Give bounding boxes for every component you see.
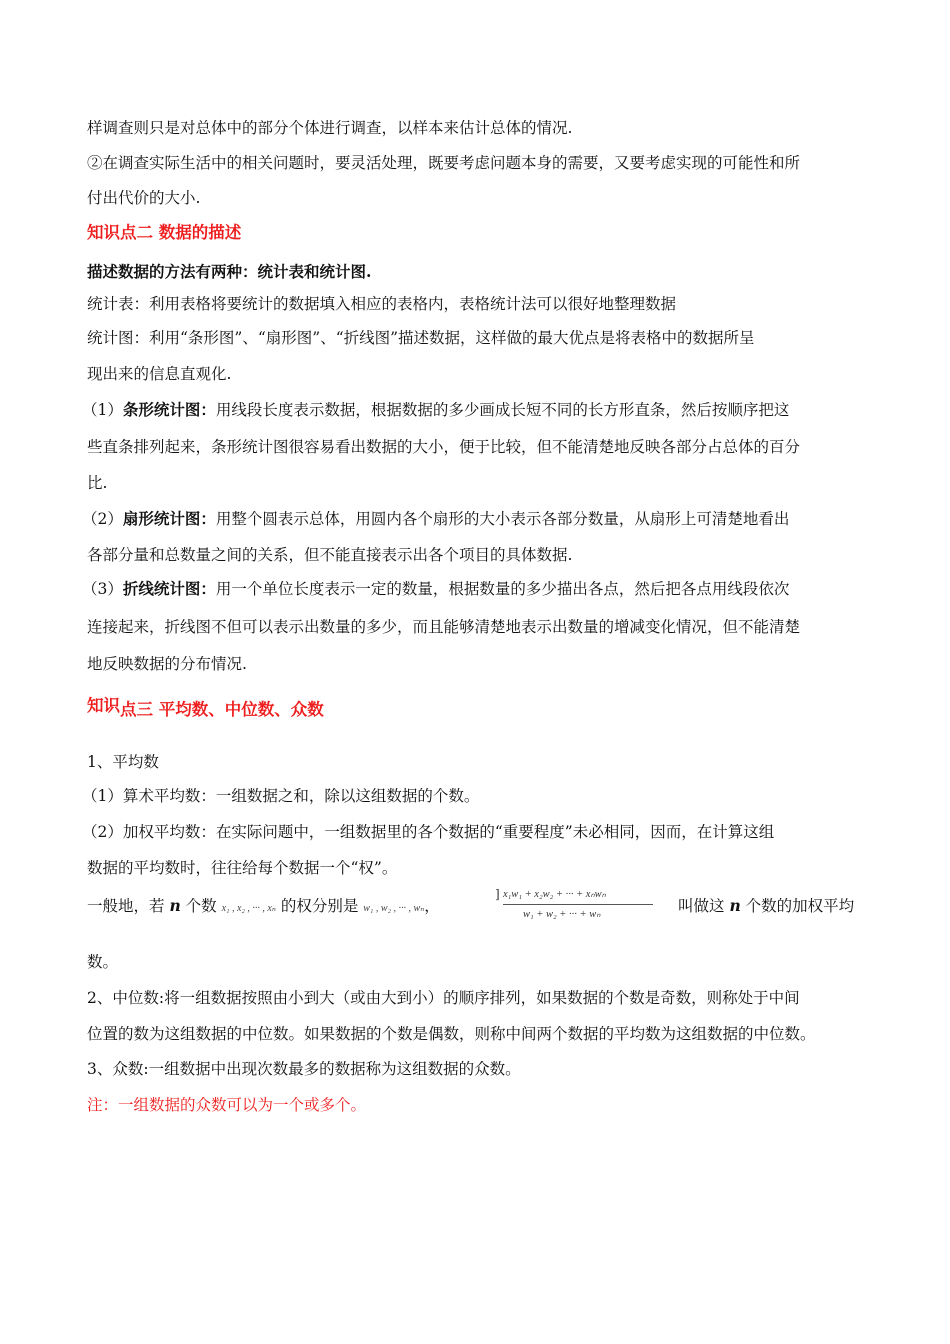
weights-w: w₁ , w₂ , ··· , wₙ — [363, 903, 425, 914]
weighted-mean-tail — [678, 896, 854, 916]
section-heading-3 — [87, 696, 866, 720]
item-prefix: （3） — [82, 580, 123, 598]
text: ， — [424, 897, 440, 915]
bold-statement: 描述数据的方法有两种：统计表和统计图. — [87, 262, 372, 281]
paragraph-line: 连接起来，折线图不但可以表示出数量的多少，而且能够清楚地表示出数量的增减变化情况，但不能清楚 — [87, 618, 801, 636]
weighted-mean-fraction — [495, 886, 670, 930]
bar-chart-definition — [82, 400, 866, 420]
paragraph-line: 些直条排列起来，条形统计图很容易看出数据的大小，便于比较，但不能清楚地反映各部分占总体的百分 — [87, 438, 801, 456]
paragraph-line: 统计图：利用“条形图”、“扇形图”、“折线图”描述数据，这样做的最大优点是将表格中的数据所呈 — [87, 329, 755, 347]
text: 一般地，若 — [87, 897, 170, 915]
variable-n: n — [169, 896, 181, 915]
line-chart-definition — [82, 579, 866, 599]
term-line-chart: 折线统计图： — [122, 579, 216, 598]
section-heading-2: 知识点二 数据的描述 — [87, 223, 242, 242]
item-prefix: （1） — [82, 401, 123, 419]
paragraph-line: 样调查则只是对总体中的部分个体进行调查，以样本来估计总体的情况. — [87, 119, 573, 137]
paragraph-line: 位置的数为这组数据的中位数。如果数据的个数是偶数，则称中间两个数据的平均数为这组数据的中位数。 — [87, 1025, 816, 1043]
fraction-denominator: w₁ + w₂ + ··· + wₙ — [523, 909, 601, 920]
text: 叫做这 — [678, 897, 730, 915]
arithmetic-mean: （1）算术平均数：一组数据之和，除以这组数据的个数。 — [82, 787, 480, 805]
values-x: x₁ , x₂ , ··· , xₙ — [221, 903, 276, 914]
weighted-mean: （2）加权平均数：在实际问题中，一组数据里的各个数据的“重要程度”未必相同，因而，在计算这组 — [82, 823, 775, 841]
pie-chart-definition — [82, 509, 866, 529]
subheading-mean: 1、平均数 — [87, 753, 159, 771]
fraction-bracket: ] — [495, 887, 500, 901]
term-text: 用线段长度表示数据，根据数据的多少画成长短不同的长方形直条，然后按顺序把这 — [215, 401, 790, 419]
note: 注：一组数据的众数可以为一个或多个。 — [87, 1096, 367, 1114]
term-text: 用整个圆表示总体，用圆内各个扇形的大小表示各部分数量，从扇形上可清楚地看出 — [215, 510, 790, 528]
item-prefix: （2） — [82, 510, 123, 528]
fraction-bar — [503, 904, 653, 905]
text: 个数的加权平均 — [740, 897, 855, 915]
paragraph-line: 数据的平均数时，往往给每个数据一个“权”。 — [87, 859, 398, 877]
paragraph-line: 数。 — [87, 953, 119, 971]
term-pie-chart: 扇形统计图： — [122, 509, 216, 528]
heading-part: 知识 — [87, 696, 120, 715]
mode-definition: 3、众数:一组数据中出现次数最多的数据称为这组数据的众数。 — [87, 1060, 521, 1078]
term-text: 用一个单位长度表示一定的数量，根据数量的多少描出各点，然后把各点用线段依次 — [215, 580, 790, 598]
paragraph-line: 付出代价的大小. — [87, 189, 201, 207]
paragraph-line: 各部分量和总数量之间的关系，但不能直接表示出各个项目的具体数据. — [87, 546, 573, 564]
term-bar-chart: 条形统计图： — [122, 400, 216, 419]
heading-part: 点三 平均数、中位数、众数 — [120, 700, 324, 719]
paragraph-line: ②在调查实际生活中的相关问题时，要灵活处理，既要考虑问题本身的需要，又要考虑实现的可能性和所 — [87, 154, 801, 172]
paragraph-line: 比. — [87, 474, 108, 492]
text: 个数 — [180, 897, 222, 915]
median-definition: 2、中位数:将一组数据按照由小到大（或由大到小）的顺序排列，如果数据的个数是奇数，则称处于中间 — [87, 989, 800, 1007]
fraction-numerator: x₁w₁ + x₂w₂ + ··· + xₙwₙ — [503, 889, 606, 900]
paragraph-line: 现出来的信息直观化. — [87, 365, 232, 383]
paragraph-line: 地反映数据的分布情况. — [87, 655, 247, 673]
variable-n: n — [729, 896, 741, 915]
paragraph-line: 统计表：利用表格将要统计的数据填入相应的表格内，表格统计法可以很好地整理数据 — [87, 295, 677, 313]
text: 的权分别是 — [275, 897, 364, 915]
